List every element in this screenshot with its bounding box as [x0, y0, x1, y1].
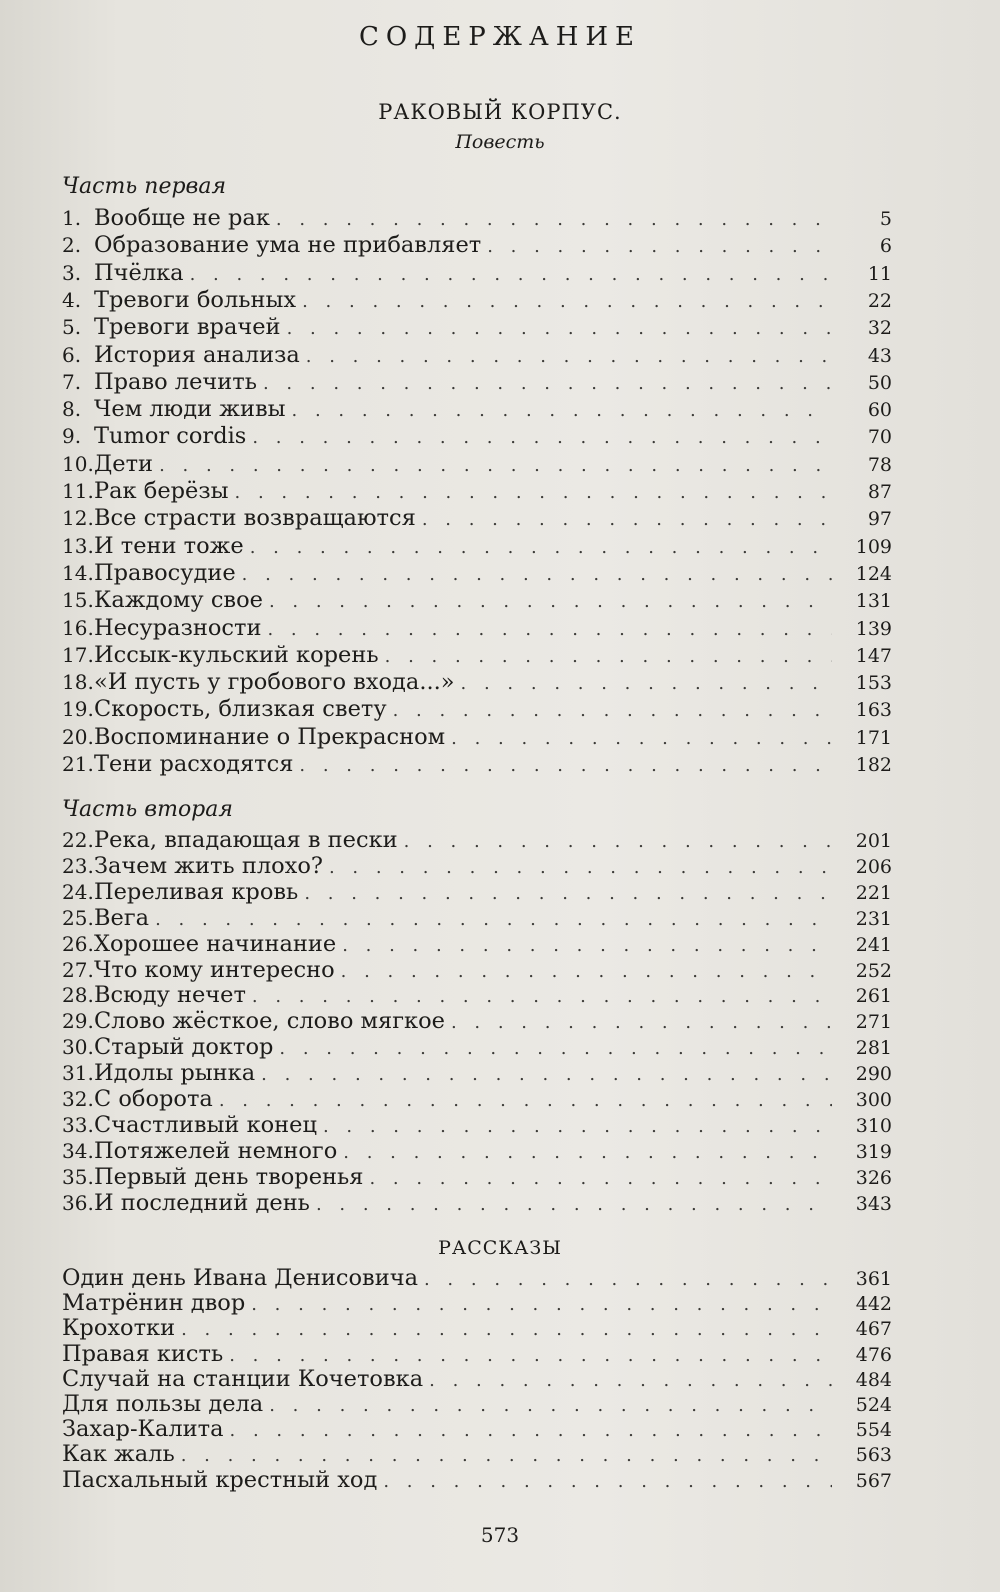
- chapter-number: 14.: [62, 560, 94, 585]
- dot-leader: [287, 315, 832, 343]
- part-one-label: Часть первая: [62, 174, 227, 199]
- chapter-title: Для пользы дела: [62, 1391, 264, 1417]
- chapter-number: 21.: [62, 752, 94, 776]
- toc-entry: [62, 1007, 892, 1035]
- chapter-number: 2.: [62, 233, 82, 258]
- chapter-title: Матрёнин двор: [62, 1290, 246, 1317]
- chapter-number: 3.: [62, 260, 82, 285]
- chapter-number: 17.: [62, 642, 94, 667]
- page-ref: 70: [867, 426, 892, 449]
- page-ref: 361: [855, 1268, 892, 1290]
- toc-entry: [62, 1340, 892, 1368]
- chapter-number: 13.: [62, 533, 94, 558]
- chapter-number: 31.: [62, 1061, 94, 1086]
- page-ref: 563: [855, 1444, 892, 1467]
- page-ref: 87: [867, 481, 892, 503]
- chapter-number: 7.: [62, 369, 82, 394]
- toc-entry: [62, 852, 892, 880]
- chapter-number: 22.: [62, 828, 94, 852]
- page-ref: 163: [855, 699, 892, 722]
- page-ref: 326: [855, 1166, 892, 1189]
- chapter-number: 9.: [62, 424, 82, 449]
- chapter-title: Река, впадающая в пески: [94, 827, 398, 853]
- chapter-number: 4.: [62, 287, 82, 312]
- page-ref: 5: [879, 208, 892, 230]
- toc-entry: [62, 1415, 892, 1443]
- chapter-title: Воспоминание о Прекрасном: [94, 723, 446, 750]
- chapter-number: 15.: [62, 588, 94, 613]
- toc-entry: [62, 586, 892, 614]
- chapter-title: Пасхальный крестный ход: [62, 1466, 378, 1493]
- chapter-number: 26.: [62, 931, 94, 956]
- page-ref: 11: [867, 262, 892, 285]
- page-ref: 261: [855, 985, 892, 1008]
- chapter-title: История анализа: [94, 341, 300, 368]
- toc-entry: [62, 1314, 892, 1342]
- chapter-number: 8.: [62, 397, 82, 422]
- chapter-title: Захар-Калита: [62, 1416, 224, 1443]
- page-ref: 153: [855, 672, 892, 695]
- page-ref: 476: [855, 1343, 892, 1366]
- toc-entry: [62, 1111, 892, 1139]
- chapter-title: Случай на станции Кочетовка: [62, 1365, 424, 1392]
- toc-entry: [62, 532, 892, 560]
- toc-entry: [62, 1189, 892, 1217]
- page-ref: 271: [855, 1011, 892, 1034]
- dot-leader: [302, 288, 832, 316]
- chapter-number: 29.: [62, 1009, 94, 1034]
- part-two-label: Часть вторая: [62, 797, 233, 822]
- dot-leader: [242, 561, 832, 589]
- toc-entry: [62, 904, 892, 932]
- toc-entry: [62, 368, 892, 396]
- chapter-number: 25.: [62, 905, 94, 930]
- page-ref: 109: [855, 535, 892, 558]
- toc-entry: [62, 1033, 892, 1061]
- chapter-title: Слово жёсткое, слово мягкое: [94, 1008, 445, 1035]
- chapter-number: 20.: [62, 724, 94, 749]
- dot-leader: [393, 697, 832, 725]
- work-title: РАКОВЫЙ КОРПУС.: [378, 100, 622, 124]
- dot-leader: [235, 479, 832, 507]
- toc-entry: [62, 559, 892, 587]
- toc-entry: [62, 956, 892, 984]
- toc-entry: [62, 930, 892, 958]
- dot-leader: [385, 643, 832, 671]
- chapter-title: Счастливый конец: [94, 1111, 317, 1138]
- dot-leader: [250, 534, 832, 562]
- stories-heading: РАССКАЗЫ: [438, 1237, 562, 1259]
- page-ref: 343: [855, 1192, 892, 1215]
- dot-leader: [316, 1191, 832, 1219]
- page-ref: 97: [867, 508, 892, 531]
- chapter-title: Первый день творенья: [94, 1163, 364, 1190]
- chapter-title: Крохотки: [62, 1315, 176, 1342]
- toc-entry: [62, 1466, 892, 1494]
- toc-entry: [62, 286, 892, 314]
- toc-entry: [62, 1440, 892, 1468]
- toc-entry: [62, 422, 892, 450]
- toc-entry: [62, 450, 892, 478]
- chapter-number: 6.: [62, 342, 82, 367]
- toc-entry: [62, 750, 892, 778]
- page-ref: 78: [867, 453, 892, 476]
- page-ref: 221: [855, 881, 892, 904]
- page-ref: 139: [855, 617, 892, 640]
- dot-leader: [451, 725, 832, 753]
- chapter-number: 10.: [62, 451, 94, 476]
- chapter-title: Вега: [94, 904, 150, 931]
- chapter-title: Старый доктор: [94, 1034, 274, 1061]
- page-ref: 241: [855, 933, 892, 956]
- chapter-title: Чем люди живы: [94, 396, 286, 423]
- dot-leader: [299, 752, 832, 780]
- chapter-number: 35.: [62, 1164, 94, 1189]
- toc-entry: [62, 313, 892, 341]
- chapter-title: Идолы рынка: [94, 1060, 256, 1087]
- toc-entry: [62, 723, 892, 751]
- toc-entry: [62, 981, 892, 1009]
- dot-leader: [292, 397, 832, 425]
- page-ref: 567: [855, 1469, 892, 1492]
- toc-entry: [62, 668, 892, 696]
- page-ref: 281: [855, 1037, 892, 1060]
- dot-leader: [263, 370, 832, 398]
- chapter-title: Иссык-кульский корень: [94, 641, 379, 668]
- toc-entry: [62, 1163, 892, 1191]
- chapter-title: Потяжелей немного: [94, 1137, 338, 1164]
- chapter-title: Скорость, близкая свету: [94, 696, 387, 723]
- chapter-number: 24.: [62, 879, 94, 904]
- chapter-title: Вообще не рак: [94, 205, 270, 231]
- page-ref: 60: [867, 399, 892, 422]
- page-number: 573: [480, 1523, 520, 1547]
- chapter-title: Один день Ивана Денисовича: [62, 1265, 418, 1291]
- chapter-title: Право лечить: [94, 368, 257, 395]
- page-ref: 524: [855, 1394, 892, 1416]
- dot-leader: [422, 506, 832, 534]
- chapter-title: Тревоги врачей: [94, 314, 281, 341]
- dot-leader: [252, 424, 832, 452]
- page-ref: 442: [855, 1293, 892, 1316]
- chapter-number: 18.: [62, 670, 94, 695]
- page-ref: 171: [855, 726, 892, 749]
- chapter-number: 27.: [62, 957, 94, 982]
- chapter-title: Все страсти возвращаются: [94, 505, 416, 532]
- page-ref: 300: [855, 1089, 892, 1111]
- page-ref: 484: [855, 1368, 892, 1391]
- chapter-title: Всюду нечет: [94, 982, 246, 1009]
- work-subtitle: Повесть: [455, 131, 545, 153]
- chapter-number: 5.: [62, 315, 82, 340]
- chapter-number: 32.: [62, 1087, 94, 1111]
- toc-entry: [62, 826, 892, 854]
- contents-heading: СОДЕРЖАНИЕ: [358, 22, 642, 52]
- chapter-title: Дети: [94, 450, 154, 477]
- chapter-title: Каждому свое: [94, 587, 263, 614]
- page-ref: 201: [855, 830, 892, 852]
- toc-entry: [62, 477, 892, 505]
- page-ref: 43: [867, 344, 892, 367]
- page-ref: 290: [855, 1063, 892, 1086]
- chapter-title: Переливая кровь: [94, 878, 299, 905]
- toc-entry: [62, 1059, 892, 1087]
- toc-entry: [62, 395, 892, 423]
- toc-entry: [62, 1137, 892, 1165]
- toc-entry: [62, 504, 892, 532]
- page-ref: 554: [855, 1419, 892, 1442]
- toc-entry: [62, 231, 892, 259]
- page-ref: 124: [855, 562, 892, 585]
- chapter-number: 23.: [62, 853, 94, 878]
- page-ref: 252: [855, 959, 892, 982]
- chapter-number: 1.: [62, 206, 82, 230]
- chapter-title: И последний день: [94, 1189, 310, 1216]
- chapter-number: 30.: [62, 1035, 94, 1060]
- dot-leader: [487, 233, 832, 261]
- chapter-title: «И пусть у гробового входа...»: [94, 669, 455, 696]
- chapter-title: Рак берёзы: [94, 478, 229, 504]
- chapter-number: 11.: [62, 479, 94, 503]
- chapter-number: 34.: [62, 1138, 94, 1163]
- chapter-number: 12.: [62, 506, 94, 531]
- toc-entry: [62, 1264, 892, 1292]
- chapter-title: Tumor cordis: [94, 423, 247, 450]
- toc-entry: [62, 341, 892, 369]
- chapter-number: 28.: [62, 983, 94, 1008]
- chapter-number: 33.: [62, 1112, 94, 1137]
- toc-entry: [62, 695, 892, 723]
- dot-leader: [461, 670, 832, 698]
- dot-leader: [190, 261, 832, 289]
- chapter-title: Правая кисть: [62, 1340, 224, 1367]
- chapter-title: Несуразности: [94, 614, 262, 641]
- page-ref: 6: [879, 235, 892, 258]
- page-ref: 50: [867, 371, 892, 394]
- chapter-title: И тени тоже: [94, 532, 244, 559]
- toc-entry: [62, 641, 892, 669]
- page-ref: 32: [867, 317, 892, 340]
- toc-entry: [62, 1365, 892, 1393]
- chapter-title: Правосудие: [94, 559, 236, 586]
- toc-entry: [62, 204, 892, 232]
- chapter-title: Что кому интересно: [94, 956, 335, 983]
- dot-leader: [383, 1468, 832, 1496]
- page-ref: 310: [855, 1114, 892, 1137]
- page-ref: 131: [855, 590, 892, 613]
- chapter-title: Тени расходятся: [94, 751, 294, 777]
- chapter-number: 16.: [62, 615, 94, 640]
- page-ref: 182: [855, 754, 892, 776]
- page-ref: 467: [855, 1318, 892, 1341]
- chapter-title: Зачем жить плохо?: [94, 852, 323, 879]
- dot-leader: [159, 452, 832, 480]
- toc-entry: [62, 259, 892, 287]
- chapter-title: Как жаль: [62, 1441, 175, 1468]
- toc-entry: [62, 1289, 892, 1317]
- dot-leader: [306, 343, 832, 371]
- page-ref: 22: [867, 289, 892, 312]
- toc-entry: [62, 1085, 892, 1113]
- chapter-title: Тревоги больных: [94, 286, 297, 313]
- chapter-number: 19.: [62, 697, 94, 722]
- page-ref: 319: [855, 1140, 892, 1163]
- dot-leader: [267, 616, 832, 644]
- toc-entry: [62, 878, 892, 906]
- page-ref: 231: [855, 907, 892, 930]
- chapter-title: Хорошее начинание: [94, 930, 337, 957]
- toc-entry: [62, 614, 892, 642]
- chapter-number: 36.: [62, 1190, 94, 1215]
- toc-entry: [62, 1390, 892, 1418]
- page-ref: 206: [855, 855, 892, 878]
- chapter-title: С оборота: [94, 1086, 213, 1112]
- dot-leader: [269, 588, 832, 616]
- dot-leader: [276, 206, 832, 234]
- chapter-title: Пчёлка: [94, 259, 184, 286]
- page-ref: 147: [855, 644, 892, 667]
- chapter-title: Образование ума не прибавляет: [94, 232, 482, 259]
